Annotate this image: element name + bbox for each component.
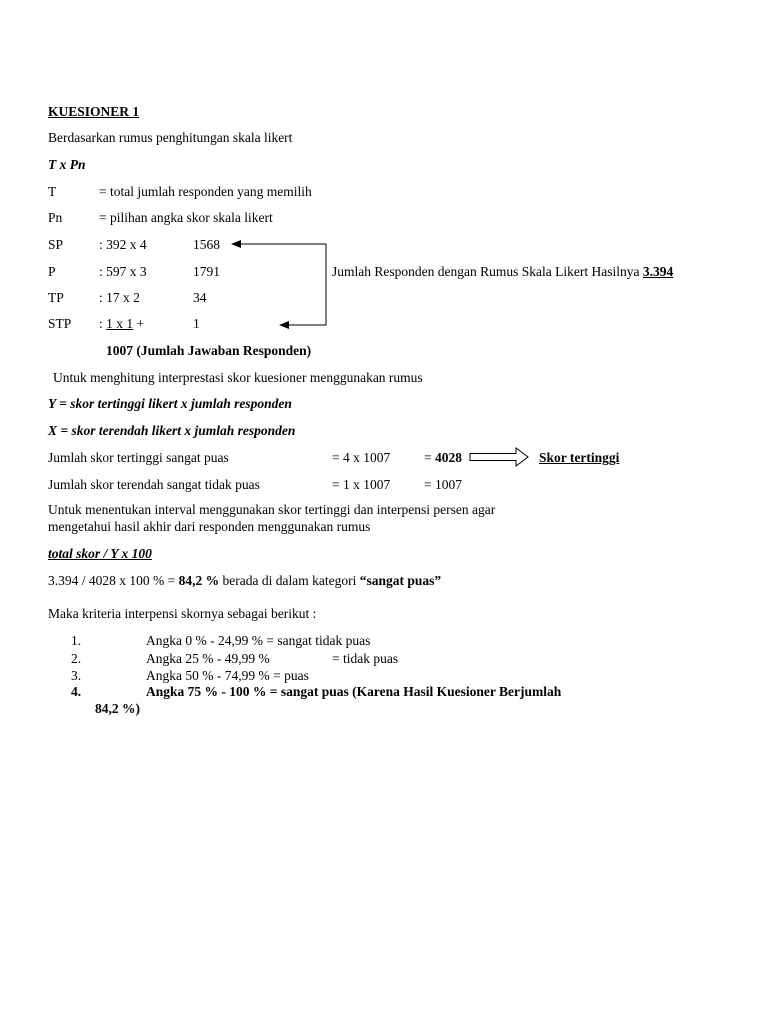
row-calc: : 392 x 4	[99, 237, 147, 252]
row-label: P	[48, 264, 56, 279]
row-result: 1791	[193, 264, 220, 279]
result-line	[48, 573, 441, 589]
formula-total: total skor / Y x 100	[48, 546, 152, 561]
score-high-label: Jumlah skor tertinggi sangat puas	[48, 450, 229, 465]
row-label: SP	[48, 237, 64, 252]
def-symbol: Pn	[48, 210, 63, 225]
def-description: = pilihan angka skor skala likert	[99, 210, 273, 225]
interpretation-intro: Untuk menghitung interprestasi skor kuesioner menggunakan rumus	[53, 370, 423, 385]
page-title: KUESIONER 1	[48, 104, 140, 119]
score-high-calc: = 4 x 1007	[332, 450, 391, 465]
def-description: = total jumlah responden yang memilih	[99, 184, 312, 199]
score-high-result	[424, 450, 462, 466]
side-note-text: Jumlah Responden dengan Rumus Skala Likert Hasilnya	[332, 264, 643, 279]
criteria-number: 1.	[71, 633, 82, 648]
total-responses: 1007 (Jumlah Jawaban Responden)	[106, 343, 312, 358]
row-calc: : 597 x 3	[99, 264, 147, 279]
result-mid: berada di dalam kategori	[219, 573, 360, 588]
row-label: STP	[48, 316, 72, 331]
block-arrow-right-icon	[470, 448, 528, 466]
row-label: TP	[48, 290, 64, 305]
intro-text: Berdasarkan rumus penghitungan skala likert	[48, 130, 293, 145]
interval-text-line-1: Untuk menentukan interval menggunakan skor tertinggi dan interpensi persen agar	[48, 502, 496, 517]
criteria-text: Angka 25 % - 49,99 %	[146, 651, 270, 666]
criteria-text: Angka 50 % - 74,99 % = puas	[146, 668, 309, 683]
criteria-text-category: = tidak puas	[332, 651, 399, 666]
criteria-intro: Maka kriteria interpensi skornya sebagai berikut :	[48, 606, 317, 621]
result-category: “sangat puas”	[359, 573, 442, 588]
row-result: 1	[193, 316, 200, 331]
criteria-number: 2.	[71, 651, 82, 666]
criteria-text: Angka 75 % - 100 % = sangat puas (Karena Hasil Kuesioner Berjumlah	[146, 684, 562, 699]
score-high-eq: =	[424, 450, 435, 465]
formula-x: X = skor terendah likert x jumlah responden	[48, 423, 296, 438]
score-low-label: Jumlah skor terendah sangat tidak puas	[48, 477, 260, 492]
row-calc: : 17 x 2	[99, 290, 140, 305]
criteria-number: 3.	[71, 668, 82, 683]
criteria-text: Angka 0 % - 24,99 % = sangat tidak puas	[146, 633, 371, 648]
criteria-number: 4.	[71, 684, 82, 699]
arrow-to-stp-icon	[280, 244, 326, 325]
interval-text-line-2: mengetahui hasil akhir dari responden menggunakan rumus	[48, 519, 371, 534]
score-high-value: 4028	[435, 450, 462, 465]
row-result: 34	[193, 290, 207, 305]
criteria-text-continued: 84,2 %)	[95, 701, 140, 716]
row-result: 1568	[193, 237, 220, 252]
row-calc-prefix: :	[99, 316, 107, 331]
formula-t-pn: T x Pn	[48, 157, 86, 172]
row-calc-underlined: 1 x 1	[106, 316, 134, 331]
score-low-result: = 1007	[424, 477, 462, 492]
side-note-value: 3.394	[642, 264, 674, 279]
score-low-calc: = 1 x 1007	[332, 477, 391, 492]
formula-y: Y = skor tertinggi likert x jumlah responden	[48, 396, 292, 411]
score-high-note: Skor tertinggi	[539, 450, 620, 465]
def-symbol: T	[48, 184, 57, 199]
row-calc-suffix: +	[133, 316, 145, 331]
result-prefix: 3.394 / 4028 x 100 % =	[48, 573, 179, 588]
result-value: 84,2 %	[178, 573, 220, 588]
